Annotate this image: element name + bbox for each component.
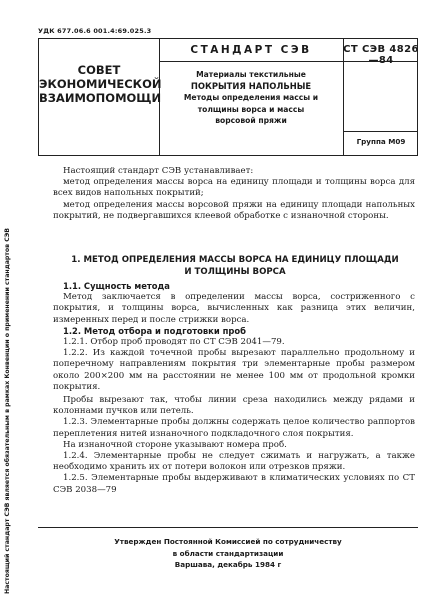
title-line: Материалы текстильные (196, 70, 306, 79)
standard-title (159, 69, 343, 127)
section-1-title: 1. МЕТОД ОПРЕДЕЛЕНИЯ МАССЫ ВОРСА НА ЕДИНИЦУ ПЛОЩАДИ И ТОЛЩИНЫ ВОРСА (71, 255, 399, 277)
title-line: толщины ворса и массы (197, 104, 305, 114)
standard-label: СТАНДАРТ СЭВ (190, 44, 312, 56)
clause-1-2-4: 1.2.4. Элементарные пробы не следует сжимать и нагружать, а также необходимо хранить их от потери волокон или отрезков пряжи. (53, 451, 415, 473)
header-box (38, 38, 418, 156)
clause-1-2-1: 1.2.1. Отбор проб проводят по СТ СЭВ 2041—79. (63, 337, 285, 348)
clause-1-2-2: 1.2.2. Из каждой точечной пробы вырезают параллельно продольному и поперечному направлениям покрытия три элементарные пробы размером около 200×200 мм на расстоянии не менее 100 мм от продольной кромки покрытия. (53, 348, 415, 392)
subsection-1-2-title: 1.2. Метод отбора и подготовки проб (63, 325, 246, 336)
title-line: ПОКРЫТИЯ НАПОЛЬНЫЕ (190, 80, 312, 91)
footer-line: Варшава, декабрь 1984 г (174, 560, 282, 569)
footer-line: Утвержден Постоянной Комиссией по сотрудничеству (114, 537, 342, 546)
udk-code: УДК 677.06.6 001.4:69.025.3 (38, 27, 152, 35)
subsection-1-1-text: Метод заключается в определении массы ворса, состриженного с покрытия, и толщины ворса, вычисленных как разница этих величин, измеренных перед и после стрижки ворса. (53, 292, 415, 325)
org-line: СОВЕТ (77, 63, 121, 77)
title-line: ворсовой пряжи (215, 116, 287, 125)
side-note: Настоящий стандарт СЭВ является обязательным в рамках Конвенции о применении стандартов СЭВ (4, 227, 11, 594)
intro-paragraph: Настоящий стандарт СЭВ устанавливает: (63, 166, 254, 176)
section-heading-block (70, 254, 400, 278)
subsection-1-1-title: 1.1. Сущность метода (63, 281, 170, 291)
section-1-body (53, 281, 415, 496)
footer-line: в области стандартизации (172, 548, 284, 558)
clause-1-2-5: 1.2.5. Элементарные пробы выдерживают в климатических условиях по СТ СЭВ 2038—79 (53, 473, 415, 495)
approval-footer (38, 527, 418, 584)
standard-number: СТ СЭВ 4826—84 (343, 44, 419, 66)
org-line: ВЗАИМОПОМОЩИ (39, 91, 162, 105)
intro-paragraph: метод определения массы ворсовой пряжи на единицу площади напольных покрытий, не подвергавшихся клеевой обработке с изнаночной стороны. (53, 199, 415, 221)
clause-1-2-2-note: Пробы вырезают так, чтобы линии среза находились между рядами и колоннами пучков или петель. (53, 395, 415, 417)
clause-1-2-3-note: На изнаночной стороне указывают номера проб. (63, 439, 287, 450)
intro-paragraph: метод определения массы ворса на единицу площади и толщины ворса для всех видов напольных покрытий; (53, 177, 415, 199)
org-name (39, 63, 162, 105)
header-group-rule (343, 131, 417, 132)
org-line: ЭКОНОМИЧЕСКОЙ (39, 77, 162, 91)
title-line: Методы определения массы и (183, 93, 319, 102)
group-code: Группа М09 (356, 137, 406, 146)
clause-1-2-3: 1.2.3. Элементарные пробы должны содержать целое количество раппортов переплетения нитей изнаночного подкладочного слоя покрытия. (53, 417, 415, 439)
intro-block (53, 166, 415, 222)
